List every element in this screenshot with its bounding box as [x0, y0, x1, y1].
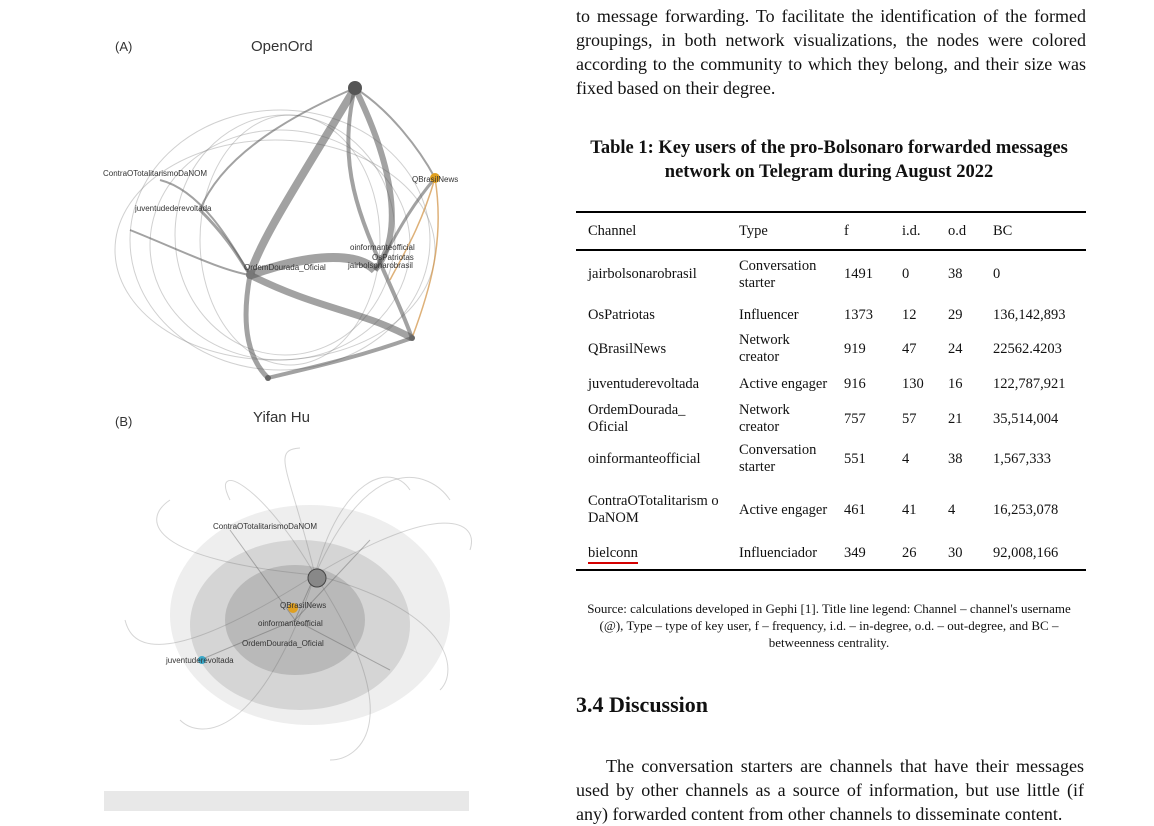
yifanhu-network	[110, 440, 490, 780]
header-channel: Channel	[576, 212, 727, 250]
cell-id: 4	[902, 450, 910, 467]
cell-id: 130	[902, 375, 924, 392]
cell-type: Conversation starter	[739, 257, 817, 291]
header-id: i.d.	[890, 212, 936, 250]
openord-label-ordem: OrdemDourada_Oficial	[244, 263, 326, 272]
table-title	[576, 136, 1082, 184]
table-row	[576, 538, 1086, 570]
cell-bc: 22562.4203	[993, 340, 1062, 357]
cell-od: 30	[936, 538, 981, 570]
cell-channel	[576, 538, 727, 570]
cell-f: 1373	[844, 306, 873, 323]
cell-bc: 136,142,893	[993, 306, 1066, 323]
table-title-line2: network on Telegram during August 2022	[664, 162, 994, 182]
cell-od: 38	[948, 450, 963, 467]
panel-b-title: Yifan Hu	[253, 409, 310, 426]
cell-type: Network creator	[739, 332, 790, 365]
table-row	[576, 366, 1086, 402]
cell-type: Active engager	[739, 501, 828, 518]
underlined-channel: bielconn	[588, 545, 638, 564]
cell-channel: OsPatriotas	[588, 306, 655, 323]
key-users-table	[576, 211, 1086, 571]
cell-channel: OrdemDourada_ Oficial	[588, 402, 686, 435]
cell-channel: oinformanteofficial	[588, 450, 701, 467]
cell-bc: 35,514,004	[993, 410, 1059, 427]
openord-label-jair: jairbolsonarobrasil	[348, 261, 413, 270]
cell-f: 551	[844, 450, 866, 467]
yifan-label-qbrasil: QBrasilNews	[280, 601, 327, 610]
cell-id: 0	[902, 266, 910, 282]
table-row	[576, 298, 1086, 332]
cell-type: Conversation starter	[739, 442, 817, 475]
panel-a-title: OpenOrd	[251, 38, 313, 55]
header-type: Type	[727, 212, 832, 250]
panel-a-letter: (A)	[115, 39, 133, 54]
cell-f: 757	[844, 410, 866, 427]
table-source-note: Source: calculations developed in Gephi [1]. Title line legend: Channel – channel's username (@), Type – type of key user, f – frequency, i.d. – in-degree, o.d. – out-degree, and BC – betweenness centrality.	[587, 601, 1071, 650]
table-header-row	[576, 212, 1086, 250]
cell-bc: 16,253,078	[993, 501, 1059, 518]
cell-channel: jairbolsonarobrasil	[588, 266, 697, 282]
cell-id: 26	[890, 538, 936, 570]
cell-bc: 0	[993, 266, 1001, 282]
table-row	[576, 402, 1086, 436]
cell-f: 461	[844, 501, 866, 518]
yifan-label-juventude: juventuderevoltada	[166, 656, 234, 665]
cell-id: 47	[902, 340, 917, 357]
cell-od: 16	[948, 375, 963, 392]
cell-type: Network creator	[739, 402, 790, 435]
intro-paragraph: to message forwarding. To facilitate the identification of the formed groupings, in both network visualizations, the nodes were colored according to the community to which they belong, and their size was fixed based on their degree.	[576, 6, 1086, 98]
header-f: f	[832, 212, 890, 250]
cell-f: 919	[844, 340, 866, 357]
cell-channel: ContraOTotalitarism o DaNOM	[588, 493, 719, 526]
yifan-label-contra: ContraOTotalitarismoDaNOM	[213, 522, 318, 531]
table-title-line1: Table 1: Key users of the pro-Bolsonaro forwarded messages	[590, 138, 1068, 158]
cell-type: Active engager	[739, 375, 828, 392]
header-od: o.d	[936, 212, 981, 250]
yifan-label-oinformante: oinformanteofficial	[258, 619, 323, 628]
openord-label-ospatriotas: OsPatriotas	[372, 253, 414, 262]
header-bc: BC	[981, 212, 1086, 250]
yifan-label-ordem: OrdemDourada_Oficial	[242, 639, 324, 648]
cell-bc: 92,008,166	[981, 538, 1086, 570]
openord-network	[100, 60, 480, 390]
table-row	[576, 436, 1086, 482]
section-heading: 3.4 Discussion	[576, 692, 709, 717]
figure-caption-box	[104, 791, 469, 811]
openord-label-qbrasil: QBrasilNews	[412, 175, 459, 184]
cell-type: Influencer	[739, 306, 799, 323]
table-row	[576, 250, 1086, 298]
cell-f: 1491	[844, 266, 873, 282]
cell-bc: 122,787,921	[993, 375, 1066, 392]
cell-od: 24	[948, 340, 963, 357]
openord-label-contra: ContraOTotalitarismoDaNOM	[103, 169, 208, 178]
cell-od: 38	[948, 266, 963, 282]
openord-label-juventude: juventudederevoltada	[135, 204, 212, 213]
panel-b-letter: (B)	[115, 414, 133, 429]
cell-id: 57	[902, 410, 917, 427]
cell-od: 29	[948, 306, 963, 323]
cell-id: 41	[902, 501, 917, 518]
cell-channel: juventuderevoltada	[588, 375, 700, 392]
cell-bc: 1,567,333	[993, 450, 1051, 467]
table-row	[576, 332, 1086, 366]
cell-id: 12	[902, 306, 917, 323]
discussion-paragraph: The conversation starters are channels that have their messages used by other channels as a source of information, but use little (if any) forwarded content from other channels to disseminate content.	[576, 756, 1084, 824]
cell-f: 916	[844, 375, 866, 392]
cell-type: Influenciador	[727, 538, 832, 570]
cell-f: 349	[832, 538, 890, 570]
cell-od: 4	[948, 501, 956, 518]
cell-od: 21	[948, 410, 963, 427]
table-row	[576, 482, 1086, 538]
openord-label-oinformante: oinformanteofficial	[350, 243, 415, 252]
cell-channel: QBrasilNews	[588, 340, 667, 357]
